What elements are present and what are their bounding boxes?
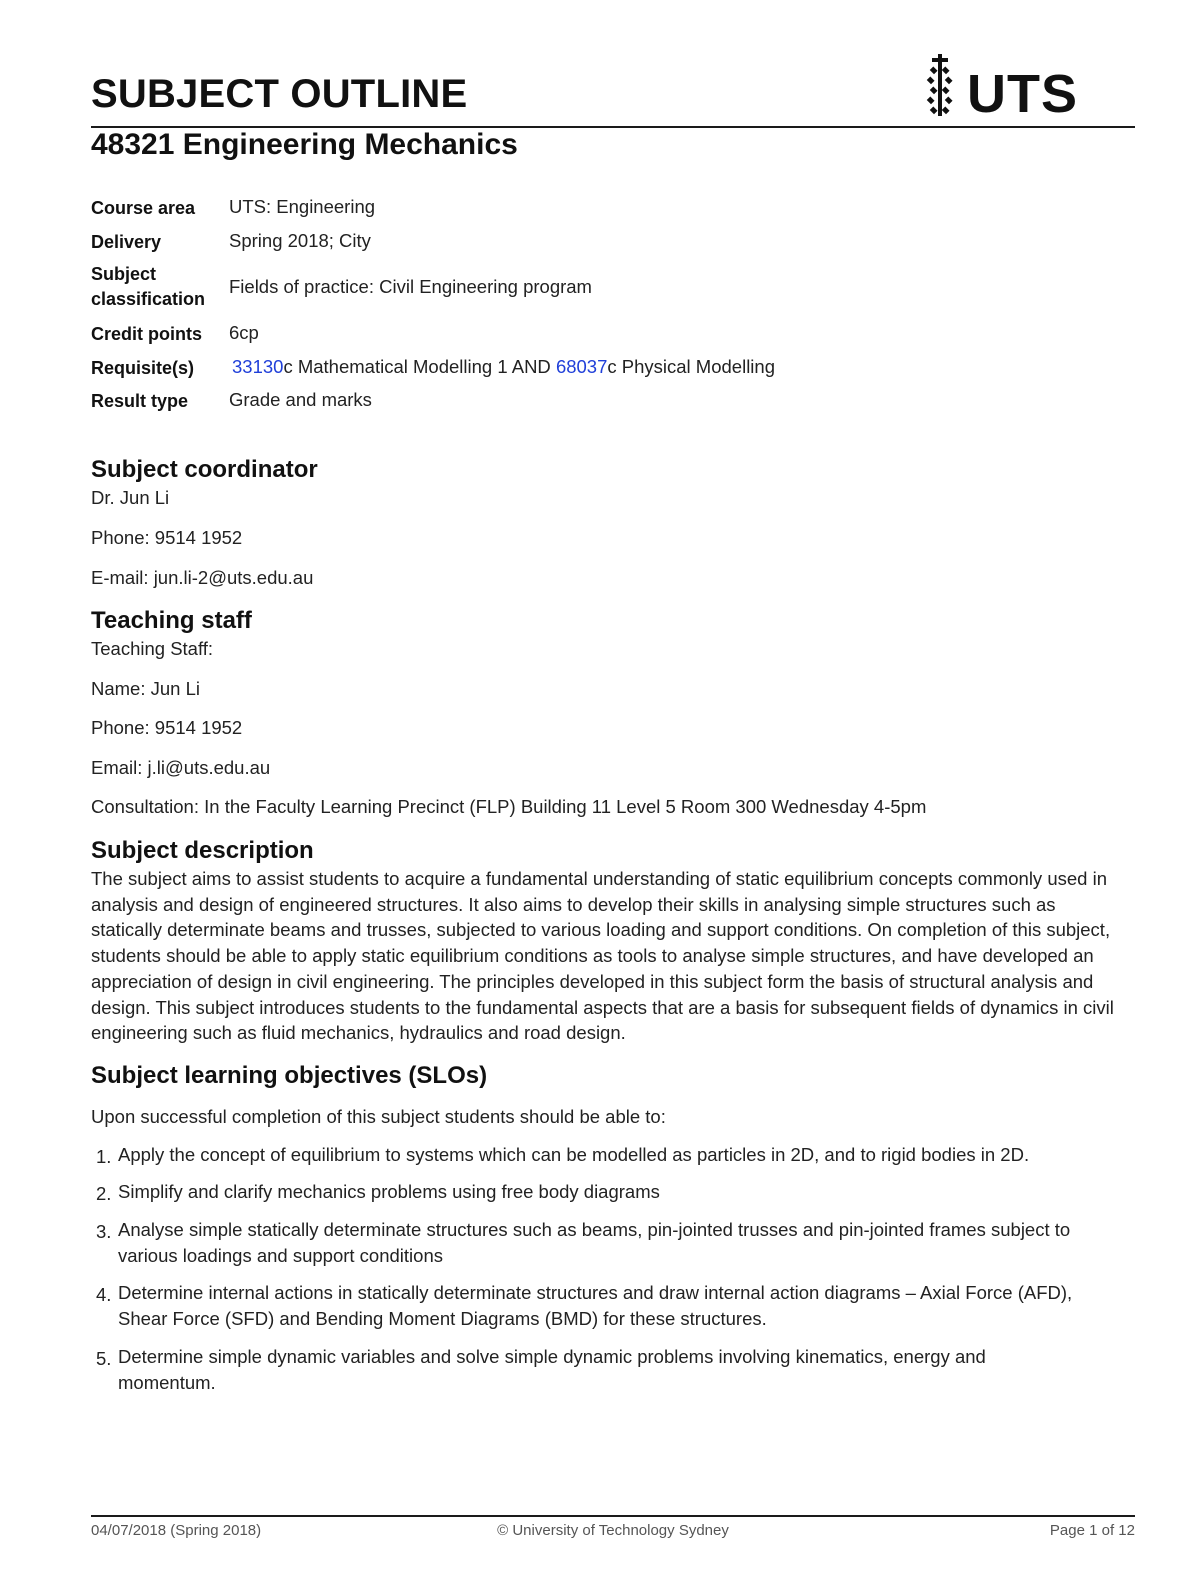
teaching-intro: Teaching Staff: bbox=[91, 638, 214, 659]
footer-date: 04/07/2018 (Spring 2018) bbox=[91, 1522, 262, 1539]
page-title: SUBJECT OUTLINE bbox=[91, 72, 468, 116]
list-text: Apply the concept of equilibrium to systems which can be modelled as particles in 2D, and to rigid bodies in 2D. bbox=[118, 1144, 1030, 1165]
meta-value bbox=[232, 356, 775, 378]
list-text: Determine internal actions in statically determinate structures and draw internal action diagrams – Axial Force (AFD), Shear Force (SFD) and Bending Moment Diagrams (BMD) for these structures. bbox=[118, 1282, 1073, 1329]
list-number: 3. bbox=[96, 1221, 112, 1242]
page-header bbox=[91, 66, 1135, 128]
meta-label: Result type bbox=[91, 391, 189, 411]
list-number: 2. bbox=[96, 1183, 112, 1204]
list-number: 4. bbox=[96, 1284, 112, 1305]
section-heading-description: Subject description bbox=[91, 837, 314, 864]
footer-page-number: Page 1 of 12 bbox=[1049, 1522, 1135, 1539]
teaching-consultation: Consultation: In the Faculty Learning Precinct (FLP) Building 11 Level 5 Room 300 Wednesday 4-5pm bbox=[91, 796, 927, 817]
uts-logo bbox=[923, 50, 1093, 122]
meta-value: 6cp bbox=[229, 322, 259, 343]
slos-intro: Upon successful completion of this subject students should be able to: bbox=[91, 1106, 666, 1127]
crest-icon bbox=[927, 54, 953, 116]
coordinator-name: Dr. Jun Li bbox=[91, 487, 170, 508]
meta-label: Subject bbox=[91, 264, 157, 284]
requisite-text: c Mathematical Modelling 1 AND bbox=[283, 356, 556, 377]
subject-heading: 48321 Engineering Mechanics bbox=[91, 128, 518, 161]
section-heading-slos: Subject learning objectives (SLOs) bbox=[91, 1062, 488, 1089]
meta-value: UTS: Engineering bbox=[229, 196, 376, 217]
list-number: 1. bbox=[96, 1146, 112, 1167]
meta-label: Credit points bbox=[91, 324, 202, 344]
coordinator-email: E-mail: jun.li-2@uts.edu.au bbox=[91, 567, 314, 588]
list-text: Simplify and clarify mechanics problems using free body diagrams bbox=[118, 1181, 660, 1202]
meta-value: Spring 2018; City bbox=[229, 230, 371, 251]
page-footer bbox=[91, 1515, 1135, 1547]
uts-logo-graphic bbox=[923, 50, 1093, 122]
requisite-link-33130[interactable]: 33130 bbox=[232, 356, 284, 377]
section-heading-teaching-staff: Teaching staff bbox=[91, 607, 252, 634]
description-text: The subject aims to assist students to acquire a fundamental understanding of static equilibrium concepts commonly used in analysis and design of engineered structures. It also aims to develop their skills in analysing simple structures such as statically determinate beams and trusses, subjected to various loading and support conditions. On completion of this subject, students should be able to apply static equilibrium conditions as tools to analyse simple structures, and have developed an appreciation of design in civil engineering. The principles developed in this subject form the basis of structural analysis and design. This subject introduces students to the fundamental aspects that are a basis for subsequent fields of dynamics in civil engineering such as fluid mechanics, hydraulics and road design. bbox=[91, 868, 1114, 1044]
meta-label: classification bbox=[91, 289, 206, 309]
teaching-name: Name: Jun Li bbox=[91, 678, 200, 699]
coordinator-phone: Phone: 9514 1952 bbox=[91, 527, 243, 548]
meta-label: Requisite(s) bbox=[91, 358, 195, 378]
meta-value: Grade and marks bbox=[229, 389, 372, 410]
teaching-phone: Phone: 9514 1952 bbox=[91, 717, 243, 738]
list-text: Determine simple dynamic variables and solve simple dynamic problems involving kinematics, energy and momentum. bbox=[118, 1346, 986, 1393]
requisite-text: c Physical Modelling bbox=[607, 356, 775, 377]
section-heading-coordinator: Subject coordinator bbox=[91, 456, 318, 483]
meta-label: Course area bbox=[91, 198, 196, 218]
list-text: Analyse simple statically determinate structures such as beams, pin-jointed trusses and pin-jointed frames subject to various loadings and support conditions bbox=[118, 1219, 1071, 1266]
meta-label: Delivery bbox=[91, 232, 162, 252]
svg-text:UTS: UTS bbox=[967, 64, 1078, 122]
teaching-email: Email: j.li@uts.edu.au bbox=[91, 757, 271, 778]
requisite-link-68037[interactable]: 68037 bbox=[555, 356, 608, 377]
footer-copyright: © University of Technology Sydney bbox=[497, 1522, 729, 1539]
meta-value: Fields of practice: Civil Engineering program bbox=[229, 276, 592, 297]
list-number: 5. bbox=[96, 1348, 112, 1369]
